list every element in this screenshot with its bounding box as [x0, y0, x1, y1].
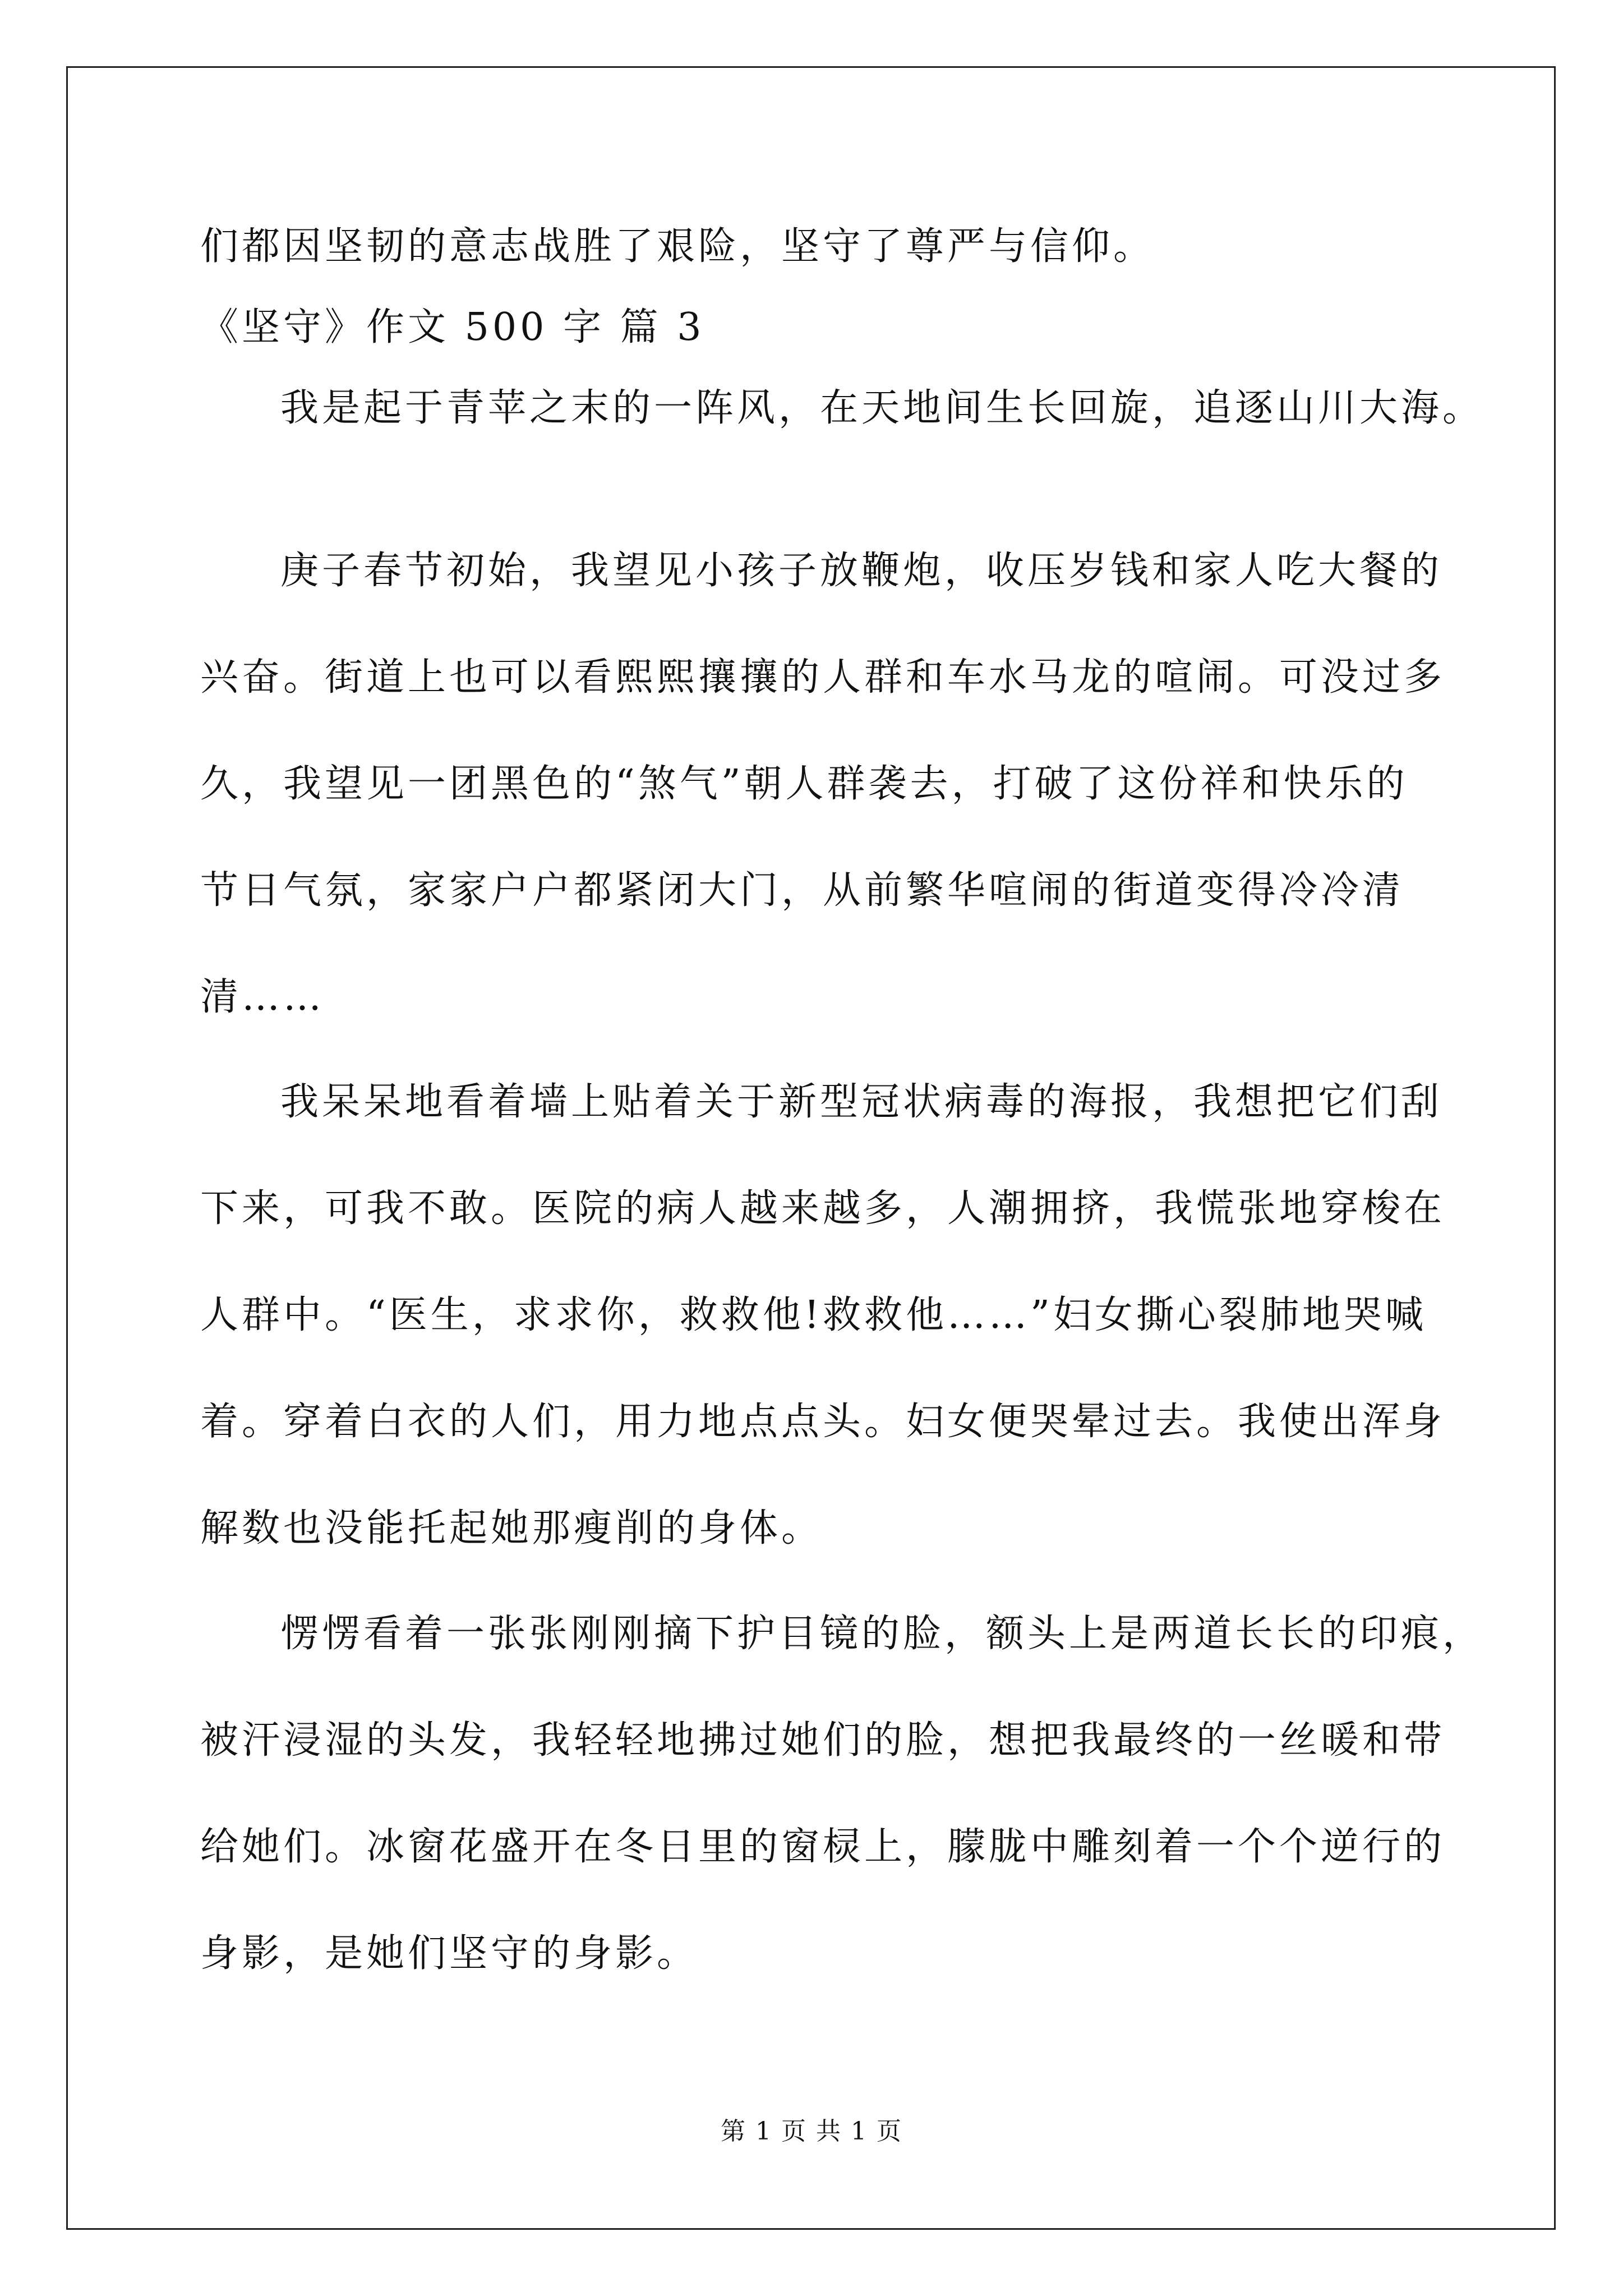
text-line: 兴奋。街道上也可以看熙熙攘攘的人群和车水马龙的喧闹。可没过多	[200, 655, 1446, 700]
text-line: 愣愣看着一张张刚刚摘下护目镜的脸，额头上是两道长长的印痕，	[280, 1612, 1484, 1656]
page-footer: 第 1 页 共 1 页	[721, 2117, 902, 2146]
text-line: 庚子春节初始，我望见小孩子放鞭炮，收压岁钱和家人吃大餐的	[280, 549, 1443, 593]
text-line: 下来，可我不敢。医院的病人越来越多，人潮拥挤，我慌张地穿梭在	[200, 1186, 1446, 1231]
text-line: 我呆呆地看着墙上贴着关于新型冠状病毒的海报，我想把它们刮	[280, 1080, 1443, 1124]
text-line: 人群中。“医生，求求你，救救他!救救他……”妇女撕心裂肺地哭喊	[200, 1293, 1427, 1337]
text-line: 身影，是她们坚守的身影。	[200, 1931, 699, 1976]
text-line: 解数也没能托起她那瘦削的身体。	[200, 1506, 823, 1550]
text-line: 们都因坚韧的意志战胜了艰险，坚守了尊严与信仰。	[200, 224, 1155, 269]
text-line: 给她们。冰窗花盛开在冬日里的窗棂上，朦胧中雕刻着一个个逆行的	[200, 1825, 1446, 1869]
text-line: 节日气氛，家家户户都紧闭大门，从前繁华喧闹的街道变得冷冷清	[200, 868, 1404, 913]
section-heading: 《坚守》作文 500 字 篇 3	[200, 305, 705, 349]
text-line: 久，我望见一团黑色的“煞气”朝人群袭去，打破了这份祥和快乐的	[200, 762, 1408, 806]
text-line: 被汗浸湿的头发，我轻轻地拂过她们的脸，想把我最终的一丝暖和带	[200, 1718, 1446, 1763]
text-line: 着。穿着白衣的人们，用力地点点头。妇女便哭晕过去。我使出浑身	[200, 1400, 1446, 1444]
text-line: 我是起于青苹之末的一阵风，在天地间生长回旋，追逐山川大海。	[280, 386, 1484, 430]
text-line: 清……	[200, 975, 325, 1019]
